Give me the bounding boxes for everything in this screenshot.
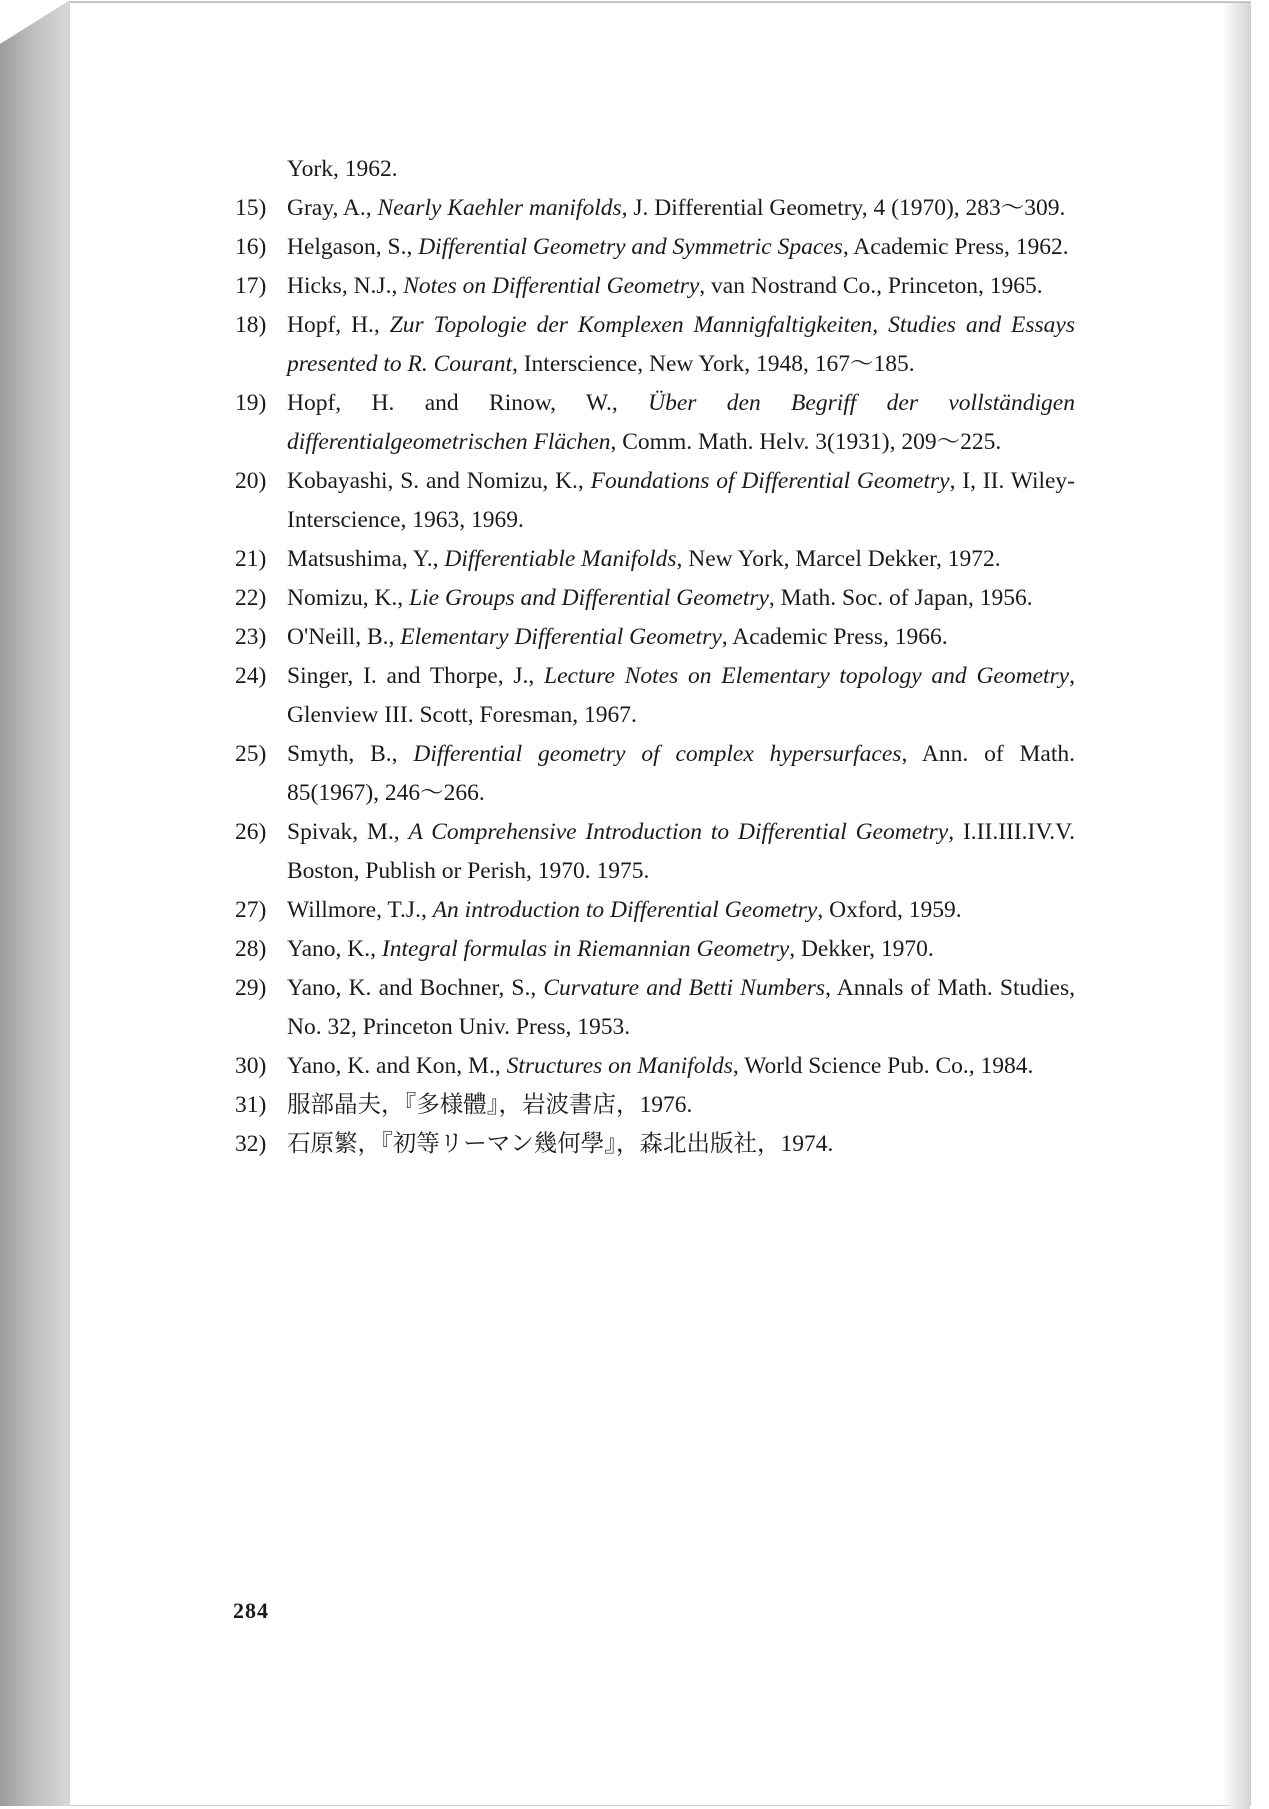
reference-item — [235, 579, 1075, 618]
reference-publication: , van Nostrand Co., Princeton, 1965. — [699, 273, 1043, 299]
reference-item — [235, 540, 1075, 579]
reference-number: 18) — [235, 312, 267, 338]
reference-publication: , Oxford, 1959. — [817, 897, 962, 923]
reference-authors: Smyth, B., — [287, 741, 414, 767]
reference-authors: 石原繁，『初等リーマン幾何學』，森北出版社，1974. — [287, 1131, 834, 1157]
reference-item — [235, 267, 1075, 306]
reference-authors: Gray, A., — [287, 195, 378, 221]
reference-number: 15) — [235, 195, 267, 221]
reference-item — [235, 189, 1075, 228]
reference-authors: Hopf, H. and Rinow, W., — [287, 390, 649, 416]
reference-title: Differential Geometry and Symmetric Spaces — [418, 234, 843, 260]
reference-text — [287, 657, 1075, 735]
reference-authors: Matsushima, Y., — [287, 546, 445, 572]
reference-publication: , J. Differential Geometry, 4 (1970), 283〜309. — [621, 195, 1066, 221]
reference-number: 20) — [235, 468, 267, 494]
reference-item — [235, 228, 1075, 267]
reference-authors: Spivak, M., — [287, 819, 409, 845]
reference-item — [235, 306, 1075, 384]
reference-text — [287, 579, 1075, 618]
reference-publication: , Glenview III. Scott, Foresman, 1967. — [287, 663, 1075, 728]
reference-authors: Hopf, H., — [287, 312, 390, 338]
reference-number: 26) — [235, 819, 267, 845]
reference-text — [287, 813, 1075, 891]
reference-title: Structures on Manifolds — [506, 1053, 733, 1079]
reference-title: Integral formulas in Riemannian Geometry — [381, 936, 790, 962]
reference-publication: , Interscience, New York, 1948, 167〜185. — [511, 351, 915, 377]
reference-title: Foundations of Differential Geometry — [590, 468, 950, 494]
reference-publication: , Academic Press, 1962. — [842, 234, 1069, 260]
reference-number: 23) — [235, 624, 267, 650]
reference-text — [287, 1125, 1075, 1164]
reference-item — [235, 462, 1075, 540]
reference-text — [287, 228, 1075, 267]
reference-number: 30) — [235, 1053, 267, 1079]
reference-publication: , World Science Pub. Co., 1984. — [732, 1053, 1034, 1079]
reference-title: Lie Groups and Differential Geometry — [409, 585, 769, 611]
reference-text — [287, 735, 1075, 813]
reference-title: Lecture Notes on Elementary topology and Geometry — [544, 663, 1070, 689]
reference-authors: O'Neill, B., — [287, 624, 401, 650]
reference-item — [235, 969, 1075, 1047]
reference-authors: Yano, K., — [287, 936, 382, 962]
reference-publication: , Dekker, 1970. — [789, 936, 934, 962]
reference-text — [287, 618, 1075, 657]
reference-number: 32) — [235, 1131, 267, 1157]
reference-text — [287, 306, 1075, 384]
reference-title: Zur Topologie der Komplexen Mannigfaltigkeiten, Studies and Essays presented to R. Courant — [287, 312, 1075, 377]
reference-text — [287, 540, 1075, 579]
reference-authors: Helgason, S., — [287, 234, 419, 260]
reference-item — [235, 1125, 1075, 1164]
reference-title: Über den Begriff der vollständigen differentialgeometrischen Flächen — [287, 390, 1075, 455]
reference-item — [235, 891, 1075, 930]
reference-title: Differentiable Manifolds — [444, 546, 677, 572]
reference-publication: , New York, Marcel Dekker, 1972. — [676, 546, 1001, 572]
reference-number: 25) — [235, 741, 267, 767]
reference-item — [235, 657, 1075, 735]
reference-number: 16) — [235, 234, 267, 260]
reference-authors: Hicks, N.J., — [287, 273, 404, 299]
reference-item — [235, 618, 1075, 657]
reference-text — [287, 384, 1075, 462]
reference-text — [287, 969, 1075, 1047]
reference-title: Notes on Differential Geometry — [403, 273, 700, 299]
reference-title: A Comprehensive Introduction to Differential Geometry — [408, 819, 949, 845]
reference-continuation: York, 1962. — [287, 156, 398, 182]
page-number: 284 — [233, 1598, 269, 1623]
page-edge-shadow — [1222, 3, 1250, 1809]
reference-number: 27) — [235, 897, 267, 923]
reference-authors: Singer, I. and Thorpe, J., — [287, 663, 545, 689]
reference-text — [287, 462, 1075, 540]
reference-title: Curvature and Betti Numbers — [543, 975, 826, 1001]
reference-title: Differential geometry of complex hypersurfaces — [413, 741, 902, 767]
reference-number: 24) — [235, 663, 267, 689]
reference-number: 28) — [235, 936, 267, 962]
reference-text — [287, 930, 1075, 969]
reference-item — [235, 930, 1075, 969]
reference-publication: , Ann. of Math. 85(1967), 246〜266. — [287, 741, 1075, 806]
reference-number: 29) — [235, 975, 267, 1001]
reference-item — [235, 1047, 1075, 1086]
reference-publication: , I.II.III.IV.V. Boston, Publish or Perish, 1970. 1975. — [287, 819, 1075, 884]
reference-authors: Yano, K. and Kon, M., — [287, 1053, 507, 1079]
reference-text — [287, 1086, 1075, 1125]
reference-publication: , I, II. Wiley-Interscience, 1963, 1969. — [287, 468, 1076, 533]
reference-publication: , Comm. Math. Helv. 3(1931), 209〜225. — [610, 429, 1002, 455]
reference-number: 31) — [235, 1092, 267, 1118]
reference-title: Elementary Differential Geometry — [400, 624, 722, 650]
reference-publication: , Academic Press, 1966. — [721, 624, 948, 650]
reference-item — [235, 735, 1075, 813]
reference-text — [287, 189, 1075, 228]
reference-item — [235, 1086, 1075, 1125]
book-spine — [0, 0, 70, 1806]
reference-number: 19) — [235, 390, 267, 416]
reference-list — [235, 150, 1075, 1164]
reference-item — [235, 813, 1075, 891]
reference-authors: Willmore, T.J., — [287, 897, 433, 923]
reference-authors: Kobayashi, S. and Nomizu, K., — [287, 468, 591, 494]
reference-authors: Yano, K. and Bochner, S., — [287, 975, 544, 1001]
reference-number: 17) — [235, 273, 267, 299]
reference-text — [287, 267, 1075, 306]
reference-number: 21) — [235, 546, 267, 572]
reference-item — [235, 384, 1075, 462]
reference-authors: 服部晶夫，『多様體』，岩波書店，1976. — [287, 1092, 693, 1118]
reference-title: Nearly Kaehler manifolds — [377, 195, 622, 221]
reference-items — [235, 189, 1075, 1164]
reference-title: An introduction to Differential Geometry — [432, 897, 818, 923]
reference-text — [287, 891, 1075, 930]
reference-authors: Nomizu, K., — [287, 585, 410, 611]
reference-text — [287, 1047, 1075, 1086]
reference-publication: , Math. Soc. of Japan, 1956. — [768, 585, 1033, 611]
reference-number: 22) — [235, 585, 267, 611]
reference-publication: , Annals of Math. Studies, No. 32, Princeton Univ. Press, 1953. — [287, 975, 1075, 1040]
